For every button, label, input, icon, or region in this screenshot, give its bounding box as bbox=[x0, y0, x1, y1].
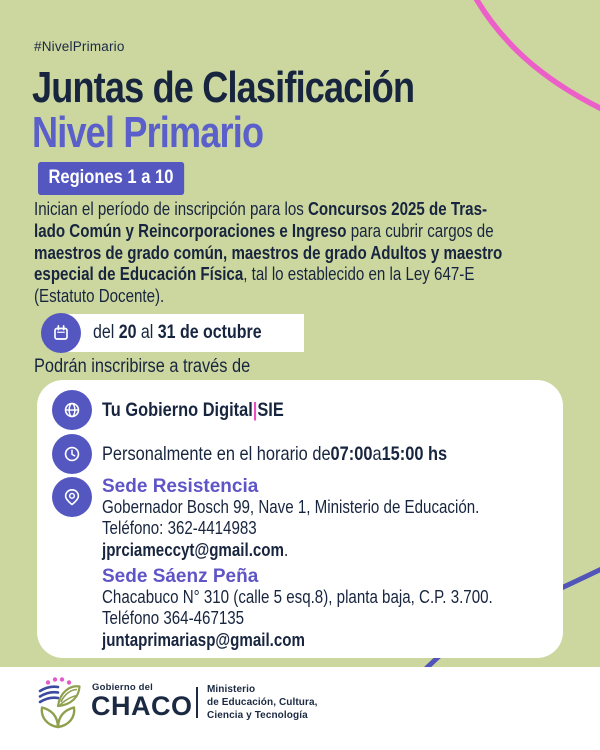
text-segment: del bbox=[93, 322, 119, 343]
text-segment: SIE bbox=[257, 398, 284, 421]
intro-paragraph bbox=[34, 199, 591, 308]
text-segment: a bbox=[372, 442, 382, 465]
text-segment: (Estatuto Docente). bbox=[34, 286, 165, 307]
text-line bbox=[102, 518, 479, 539]
text-segment: | bbox=[252, 398, 258, 421]
text-line bbox=[102, 587, 493, 608]
text-line bbox=[102, 540, 479, 561]
sede-saenz-details bbox=[102, 587, 567, 651]
regions-badge: Regiones 1 a 10 bbox=[38, 162, 184, 195]
sede-resistencia-details bbox=[102, 497, 551, 561]
calendar-icon bbox=[41, 313, 81, 353]
gobierno-del-label: Gobierno del bbox=[92, 682, 153, 693]
page-subtitle: Nivel Primario bbox=[32, 108, 264, 157]
text-line bbox=[102, 608, 493, 629]
text-segment: jprciameccyt@gmail.com bbox=[102, 539, 284, 560]
page-title: Juntas de Clasificación bbox=[32, 63, 415, 112]
text-segment: 31 de octubre bbox=[157, 322, 262, 343]
text-line bbox=[34, 199, 502, 221]
text-segment: Inician el período de inscripción para los bbox=[34, 199, 309, 219]
text-segment: especial de Educación Física bbox=[34, 264, 244, 285]
text-line bbox=[34, 286, 502, 308]
text-segment: 20 bbox=[118, 322, 137, 343]
text-segment: Tu Gobierno Digital bbox=[102, 398, 253, 421]
sede-resistencia-block bbox=[102, 476, 551, 561]
sede-saenz-block bbox=[102, 566, 567, 651]
map-pin-icon bbox=[52, 477, 92, 517]
text-segment: al bbox=[136, 322, 158, 343]
text-line bbox=[34, 221, 502, 243]
channels-intro: Podrán inscribirse a través de bbox=[34, 356, 251, 377]
hashtag: #NivelPrimario bbox=[34, 39, 125, 54]
text-segment: Teléfono 364-467135 bbox=[102, 608, 245, 629]
text-line bbox=[34, 264, 502, 286]
ministry-line: Ciencia y Tecnología bbox=[207, 709, 308, 721]
text-line bbox=[34, 243, 502, 265]
text-line bbox=[102, 497, 479, 518]
globe-icon bbox=[52, 390, 92, 430]
info-card bbox=[37, 380, 563, 658]
sede-resistencia-heading: Sede Resistencia bbox=[102, 476, 259, 497]
ministry-line: de Educación, Cultura, bbox=[207, 696, 318, 708]
text-segment: 15:00 hs bbox=[381, 442, 448, 465]
text-segment: . bbox=[283, 539, 289, 560]
text-line bbox=[102, 630, 493, 651]
schedule-row bbox=[102, 434, 447, 474]
text-segment: , tal lo establecido en la Ley 647-E bbox=[243, 264, 475, 285]
text-segment: juntaprimariasp@gmail.com bbox=[102, 629, 305, 650]
text-segment: Concursos 2025 de Tras- bbox=[308, 199, 488, 219]
chaco-brand: CHACO bbox=[91, 691, 193, 721]
text-segment: maestros de grado común, maestros de grado Adultos y maestro bbox=[34, 242, 503, 263]
text-segment: Gobernador Bosch 99, Nave 1, Ministerio de Educación. bbox=[102, 497, 480, 517]
ministry-line: Ministerio bbox=[207, 684, 256, 695]
text-segment: para cubrir cargos de bbox=[346, 220, 494, 241]
text-segment: 07:00 bbox=[330, 442, 373, 465]
text-segment: Personalmente en el horario de bbox=[102, 442, 331, 465]
clock-icon bbox=[52, 434, 92, 474]
text-segment: Teléfono: 362-4414983 bbox=[102, 518, 257, 539]
text-segment: Chacabuco N° 310 (calle 5 esq.8), planta baja, C.P. 3.700. bbox=[102, 587, 493, 607]
text-segment: lado Común y Reincorporaciones e Ingreso bbox=[34, 220, 347, 241]
date-range bbox=[93, 322, 262, 344]
digital-channel-row bbox=[102, 390, 284, 430]
date-badge bbox=[55, 314, 304, 352]
footer bbox=[0, 667, 600, 750]
sede-saenz-heading: Sede Sáenz Peña bbox=[102, 566, 259, 587]
